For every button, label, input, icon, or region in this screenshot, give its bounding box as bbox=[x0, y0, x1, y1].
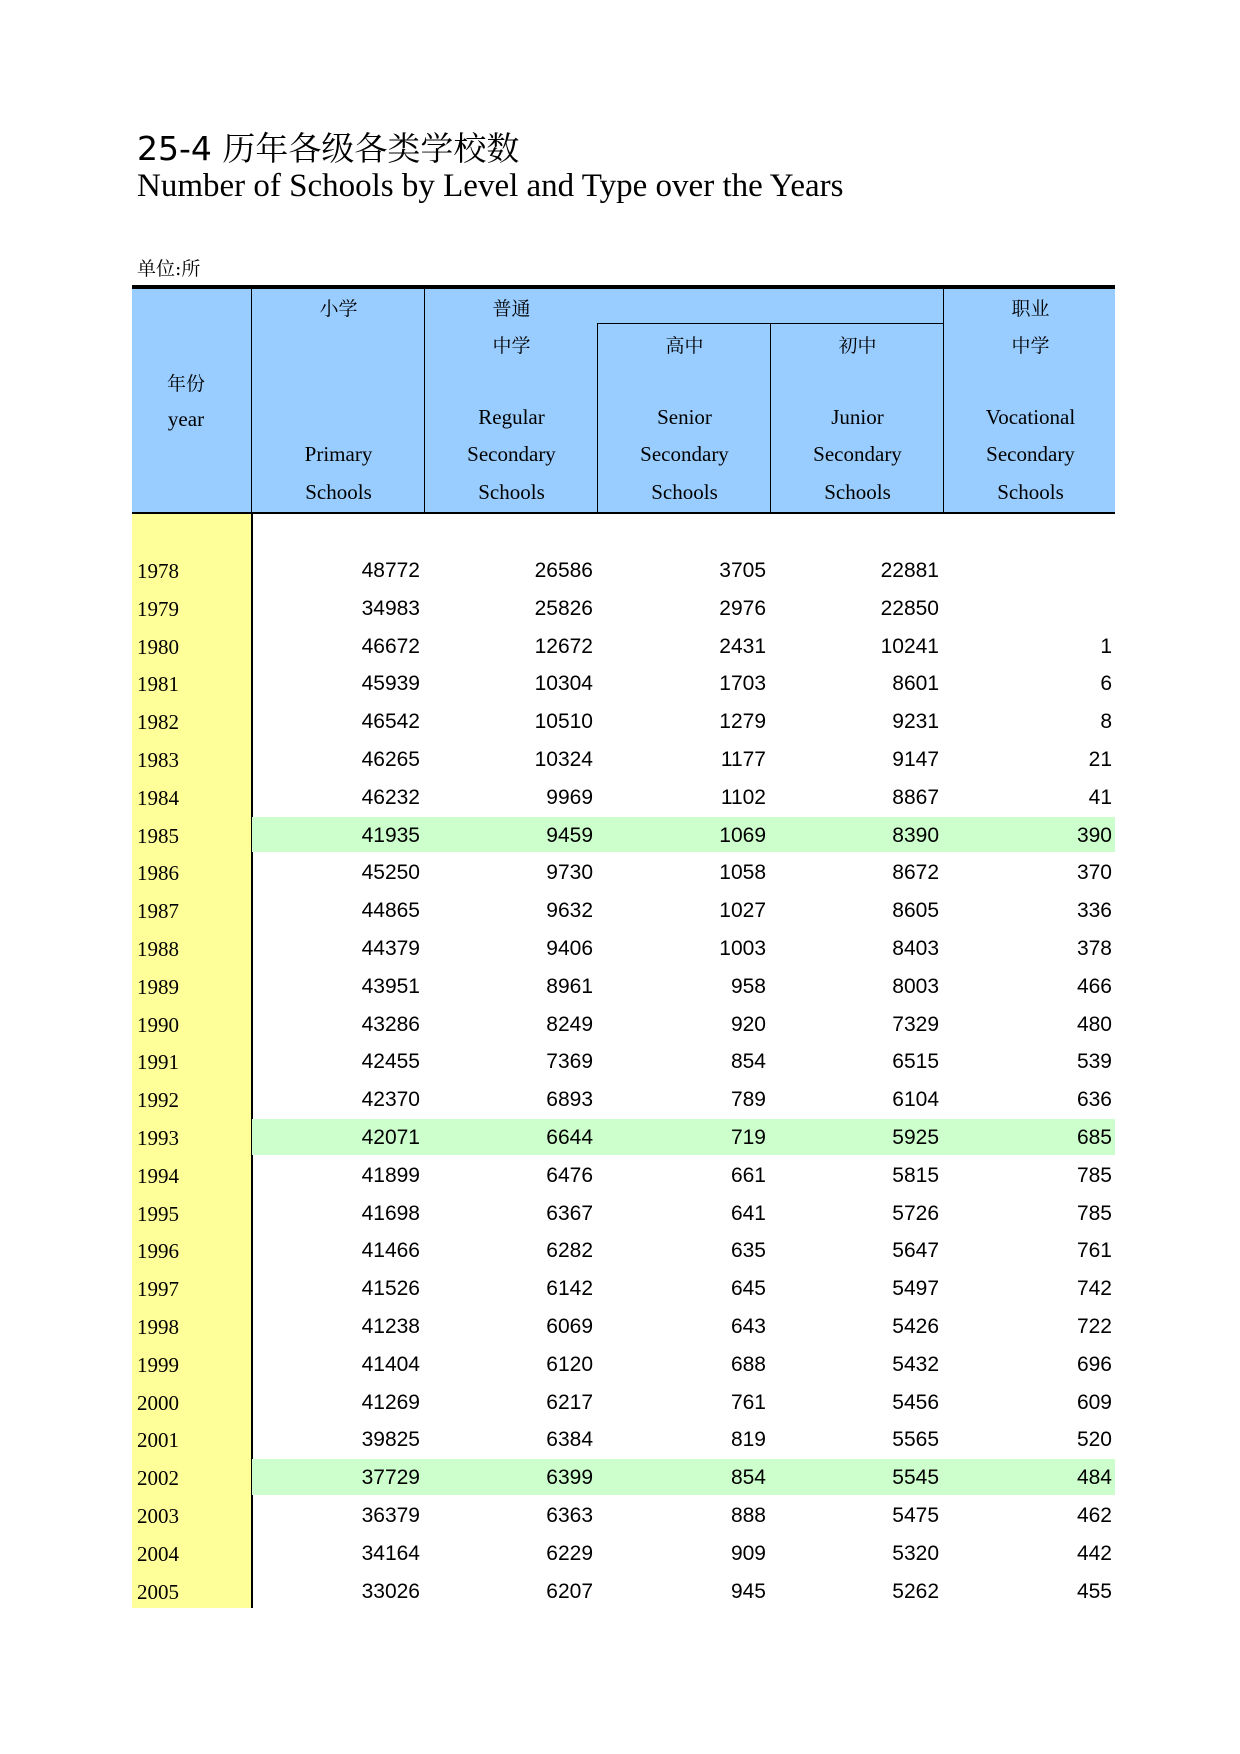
vocational-cell: 785 bbox=[1076, 1163, 1112, 1187]
primary-cell: 45250 bbox=[361, 861, 420, 885]
regular-cell: 26586 bbox=[534, 559, 593, 582]
vocational-cell: 742 bbox=[1076, 1277, 1112, 1301]
junior-cell: 8390 bbox=[892, 823, 939, 847]
vocational-cell: 785 bbox=[1076, 1201, 1112, 1225]
junior-cell: 5545 bbox=[892, 1466, 939, 1490]
header-year-cn: 年份 bbox=[166, 373, 205, 395]
vocational-cell: 6 bbox=[1100, 672, 1112, 696]
vocational-cell: 484 bbox=[1076, 1466, 1112, 1490]
regular-cell: 6893 bbox=[546, 1088, 593, 1112]
vocational-cell: 466 bbox=[1076, 974, 1112, 998]
regular-cell: 6217 bbox=[546, 1390, 593, 1414]
header-divider bbox=[943, 289, 944, 512]
regular-cell: 10510 bbox=[534, 710, 593, 734]
table-row bbox=[132, 1042, 1115, 1080]
table-row bbox=[132, 1458, 1115, 1496]
vocational-cell: 722 bbox=[1076, 1314, 1112, 1338]
junior-cell: 5647 bbox=[892, 1239, 939, 1263]
year-cell: 2001 bbox=[137, 1428, 179, 1453]
header-junior-en: Junior bbox=[831, 405, 884, 429]
header-senior-en: Schools bbox=[651, 480, 718, 504]
primary-cell: 48772 bbox=[361, 559, 420, 582]
primary-cell: 36379 bbox=[361, 1503, 420, 1527]
vocational-cell: 685 bbox=[1076, 1125, 1112, 1149]
table-row bbox=[132, 778, 1115, 816]
vocational-cell: 455 bbox=[1076, 1579, 1112, 1603]
vocational-cell: 442 bbox=[1076, 1541, 1112, 1565]
primary-cell: 46265 bbox=[361, 747, 420, 771]
regular-cell: 6282 bbox=[546, 1239, 593, 1263]
table-row bbox=[132, 589, 1115, 627]
senior-cell: 1703 bbox=[719, 672, 766, 696]
vocational-cell: 636 bbox=[1076, 1088, 1112, 1112]
junior-cell: 6104 bbox=[892, 1088, 939, 1112]
vocational-cell: 370 bbox=[1076, 861, 1112, 885]
senior-cell: 888 bbox=[730, 1503, 766, 1527]
senior-cell: 920 bbox=[730, 1012, 766, 1036]
primary-cell: 43286 bbox=[361, 1012, 420, 1036]
junior-cell: 8867 bbox=[892, 785, 939, 809]
senior-cell: 688 bbox=[730, 1352, 766, 1376]
primary-cell: 46542 bbox=[361, 710, 420, 734]
year-cell: 2005 bbox=[137, 1579, 179, 1604]
junior-cell: 8672 bbox=[892, 861, 939, 885]
header-regular-en: Secondary bbox=[467, 442, 556, 466]
junior-cell: 9231 bbox=[892, 710, 939, 734]
header-junior-en: Secondary bbox=[813, 442, 902, 466]
senior-cell: 2431 bbox=[719, 634, 766, 658]
junior-cell: 5565 bbox=[892, 1428, 939, 1452]
table-row bbox=[132, 740, 1115, 778]
regular-cell: 9969 bbox=[546, 785, 593, 809]
header-year-en: year bbox=[167, 407, 205, 431]
junior-cell: 5925 bbox=[892, 1125, 939, 1149]
primary-cell: 46232 bbox=[361, 785, 420, 809]
primary-cell: 37729 bbox=[361, 1466, 420, 1490]
year-cell: 1992 bbox=[137, 1088, 179, 1113]
junior-cell: 22850 bbox=[880, 596, 939, 620]
header-primary-en: Primary bbox=[304, 442, 373, 466]
senior-cell: 789 bbox=[730, 1088, 766, 1112]
vocational-cell: 520 bbox=[1076, 1428, 1112, 1452]
header-subdivider bbox=[597, 323, 943, 324]
junior-cell: 22881 bbox=[880, 559, 939, 582]
table-row bbox=[132, 1534, 1115, 1572]
table-row bbox=[132, 627, 1115, 665]
table-row bbox=[132, 816, 1115, 854]
year-cell: 1979 bbox=[137, 596, 179, 621]
header-junior-cn: 初中 bbox=[838, 335, 877, 357]
vocational-cell: 41 bbox=[1088, 785, 1112, 809]
table-header bbox=[132, 285, 1115, 514]
year-cell: 1984 bbox=[137, 785, 179, 810]
header-senior-en: Secondary bbox=[640, 442, 729, 466]
header-senior-en: Senior bbox=[657, 405, 712, 429]
year-cell: 2000 bbox=[137, 1390, 179, 1415]
header-regular-en: Regular bbox=[478, 405, 545, 429]
year-cell: 1989 bbox=[137, 974, 179, 999]
year-cell: 1987 bbox=[137, 899, 179, 924]
primary-cell: 41238 bbox=[361, 1314, 420, 1338]
regular-cell: 25826 bbox=[534, 596, 593, 620]
regular-cell: 8249 bbox=[546, 1012, 593, 1036]
primary-cell: 41899 bbox=[361, 1163, 420, 1187]
year-cell: 1993 bbox=[137, 1125, 179, 1150]
year-cell: 1996 bbox=[137, 1239, 179, 1264]
year-cell: 2003 bbox=[137, 1503, 179, 1528]
vocational-cell: 336 bbox=[1076, 899, 1112, 923]
vocational-cell: 1 bbox=[1100, 634, 1112, 658]
year-cell: 1999 bbox=[137, 1352, 179, 1377]
senior-cell: 645 bbox=[730, 1277, 766, 1301]
primary-cell: 42455 bbox=[361, 1050, 420, 1074]
primary-cell: 34164 bbox=[361, 1541, 420, 1565]
junior-cell: 5426 bbox=[892, 1314, 939, 1338]
year-cell: 1997 bbox=[137, 1277, 179, 1302]
regular-cell: 6644 bbox=[546, 1125, 593, 1149]
primary-cell: 34983 bbox=[361, 596, 420, 620]
year-cell: 2002 bbox=[137, 1466, 179, 1491]
primary-cell: 42370 bbox=[361, 1088, 420, 1112]
junior-cell: 5475 bbox=[892, 1503, 939, 1527]
senior-cell: 661 bbox=[730, 1163, 766, 1187]
senior-cell: 1279 bbox=[719, 710, 766, 734]
regular-cell: 12672 bbox=[534, 634, 593, 658]
table-row bbox=[132, 1231, 1115, 1269]
vocational-cell: 8 bbox=[1100, 710, 1112, 734]
senior-cell: 643 bbox=[730, 1314, 766, 1338]
senior-cell: 958 bbox=[730, 974, 766, 998]
senior-cell: 909 bbox=[730, 1541, 766, 1565]
vocational-cell: 378 bbox=[1076, 936, 1112, 960]
primary-cell: 43951 bbox=[361, 974, 420, 998]
regular-cell: 6142 bbox=[546, 1277, 593, 1301]
junior-cell: 5497 bbox=[892, 1277, 939, 1301]
junior-cell: 5726 bbox=[892, 1201, 939, 1225]
year-cell: 1980 bbox=[137, 634, 179, 659]
junior-cell: 8003 bbox=[892, 974, 939, 998]
junior-cell: 5320 bbox=[892, 1541, 939, 1565]
primary-cell: 41466 bbox=[361, 1239, 420, 1263]
header-vocational-cn: 中学 bbox=[1011, 335, 1050, 357]
table-row bbox=[132, 1383, 1115, 1421]
header-primary-cn: 小学 bbox=[319, 298, 358, 320]
regular-cell: 6476 bbox=[546, 1163, 593, 1187]
junior-cell: 8605 bbox=[892, 899, 939, 923]
page-title-chinese: 25-4 历年各级各类学校数 bbox=[137, 129, 520, 168]
regular-cell: 10304 bbox=[534, 672, 593, 696]
year-cell: 1988 bbox=[137, 936, 179, 961]
vocational-cell: 696 bbox=[1076, 1352, 1112, 1376]
table-row bbox=[132, 702, 1115, 740]
year-cell: 1978 bbox=[137, 559, 179, 583]
regular-cell: 9632 bbox=[546, 899, 593, 923]
primary-cell: 39825 bbox=[361, 1428, 420, 1452]
year-cell: 1998 bbox=[137, 1314, 179, 1339]
junior-cell: 7329 bbox=[892, 1012, 939, 1036]
year-cell: 1986 bbox=[137, 861, 179, 886]
page-title-english: Number of Schools by Level and Type over the Years bbox=[137, 168, 844, 204]
header-vocational-cn: 职业 bbox=[1011, 298, 1050, 320]
header-regular-cn: 中学 bbox=[492, 335, 531, 357]
table-row bbox=[132, 664, 1115, 702]
regular-cell: 9406 bbox=[546, 936, 593, 960]
table-row bbox=[132, 1269, 1115, 1307]
primary-cell: 42071 bbox=[361, 1125, 420, 1149]
senior-cell: 3705 bbox=[719, 559, 766, 582]
junior-cell: 5262 bbox=[892, 1579, 939, 1603]
primary-cell: 45939 bbox=[361, 672, 420, 696]
vocational-cell: 539 bbox=[1076, 1050, 1112, 1074]
vocational-cell: 21 bbox=[1088, 747, 1112, 771]
table-row bbox=[132, 1118, 1115, 1156]
table-body bbox=[132, 551, 1115, 1609]
primary-cell: 44865 bbox=[361, 899, 420, 923]
table-row bbox=[132, 891, 1115, 929]
year-cell: 1991 bbox=[137, 1050, 179, 1075]
table-row bbox=[132, 1345, 1115, 1383]
year-cell: 1983 bbox=[137, 747, 179, 772]
table-row bbox=[132, 853, 1115, 891]
header-primary-en: Schools bbox=[305, 480, 372, 504]
unit-label: 单位:所 bbox=[137, 258, 201, 280]
table-row bbox=[132, 1194, 1115, 1232]
senior-cell: 854 bbox=[730, 1466, 766, 1490]
senior-cell: 819 bbox=[730, 1428, 766, 1452]
header-divider bbox=[424, 289, 425, 512]
senior-cell: 1177 bbox=[720, 747, 766, 771]
year-cell: 1995 bbox=[137, 1201, 179, 1226]
primary-cell: 41526 bbox=[361, 1277, 420, 1301]
primary-cell: 41269 bbox=[361, 1390, 420, 1414]
header-regular-en: Schools bbox=[478, 480, 545, 504]
regular-cell: 6363 bbox=[546, 1503, 593, 1527]
year-cell: 2004 bbox=[137, 1541, 179, 1566]
primary-cell: 41698 bbox=[361, 1201, 420, 1225]
junior-cell: 5456 bbox=[892, 1390, 939, 1414]
primary-cell: 46672 bbox=[361, 634, 420, 658]
primary-cell: 41404 bbox=[361, 1352, 420, 1376]
senior-cell: 2976 bbox=[719, 596, 766, 620]
senior-cell: 1069 bbox=[719, 823, 766, 847]
senior-cell: 854 bbox=[730, 1050, 766, 1074]
vocational-cell: 609 bbox=[1076, 1390, 1112, 1414]
vocational-cell: 480 bbox=[1076, 1012, 1112, 1036]
table-row bbox=[132, 1420, 1115, 1458]
regular-cell: 9459 bbox=[546, 823, 593, 847]
regular-cell: 6120 bbox=[546, 1352, 593, 1376]
year-cell: 1990 bbox=[137, 1012, 179, 1037]
regular-cell: 8961 bbox=[546, 974, 593, 998]
regular-cell: 6384 bbox=[546, 1428, 593, 1452]
regular-cell: 9730 bbox=[546, 861, 593, 885]
table-row bbox=[132, 1080, 1115, 1118]
regular-cell: 10324 bbox=[534, 747, 593, 771]
primary-cell: 33026 bbox=[361, 1579, 420, 1603]
senior-cell: 719 bbox=[730, 1125, 766, 1149]
header-senior-cn: 高中 bbox=[665, 335, 704, 357]
primary-cell: 44379 bbox=[361, 936, 420, 960]
regular-cell: 6367 bbox=[546, 1201, 593, 1225]
year-cell: 1981 bbox=[137, 672, 179, 697]
regular-cell: 6399 bbox=[546, 1466, 593, 1490]
junior-cell: 10241 bbox=[880, 634, 939, 658]
year-cell: 1994 bbox=[137, 1163, 179, 1188]
header-vocational-en: Schools bbox=[997, 480, 1064, 504]
table-row bbox=[132, 551, 1115, 589]
year-cell: 1985 bbox=[137, 823, 179, 848]
year-cell: 1982 bbox=[137, 710, 179, 735]
senior-cell: 1003 bbox=[719, 936, 766, 960]
senior-cell: 1027 bbox=[719, 899, 766, 923]
header-vocational-en: Vocational bbox=[985, 405, 1076, 429]
primary-cell: 41935 bbox=[361, 823, 420, 847]
junior-cell: 5432 bbox=[892, 1352, 939, 1376]
regular-cell: 7369 bbox=[546, 1050, 593, 1074]
senior-cell: 761 bbox=[730, 1390, 766, 1414]
header-junior-en: Schools bbox=[824, 480, 891, 504]
header-vocational-en: Secondary bbox=[986, 442, 1075, 466]
junior-cell: 9147 bbox=[892, 747, 939, 771]
vocational-cell: 761 bbox=[1076, 1239, 1112, 1263]
senior-cell: 1058 bbox=[719, 861, 766, 885]
regular-cell: 6207 bbox=[546, 1579, 593, 1603]
table-row bbox=[132, 1156, 1115, 1194]
senior-cell: 635 bbox=[730, 1239, 766, 1263]
table-row bbox=[132, 1005, 1115, 1043]
junior-cell: 6515 bbox=[892, 1050, 939, 1074]
regular-cell: 6069 bbox=[546, 1314, 593, 1338]
vocational-cell: 462 bbox=[1076, 1503, 1112, 1527]
senior-cell: 945 bbox=[730, 1579, 766, 1603]
senior-cell: 641 bbox=[730, 1201, 766, 1225]
junior-cell: 8403 bbox=[892, 936, 939, 960]
table-row bbox=[132, 929, 1115, 967]
senior-cell: 1102 bbox=[720, 785, 766, 809]
table-row bbox=[132, 1572, 1115, 1610]
header-regular-cn: 普通 bbox=[492, 298, 531, 320]
table-row bbox=[132, 967, 1115, 1005]
vocational-cell: 390 bbox=[1076, 823, 1112, 847]
junior-cell: 8601 bbox=[892, 672, 939, 696]
junior-cell: 5815 bbox=[892, 1163, 939, 1187]
header-divider bbox=[251, 289, 252, 512]
table-row bbox=[132, 1307, 1115, 1345]
table-row bbox=[132, 1496, 1115, 1534]
regular-cell: 6229 bbox=[546, 1541, 593, 1565]
